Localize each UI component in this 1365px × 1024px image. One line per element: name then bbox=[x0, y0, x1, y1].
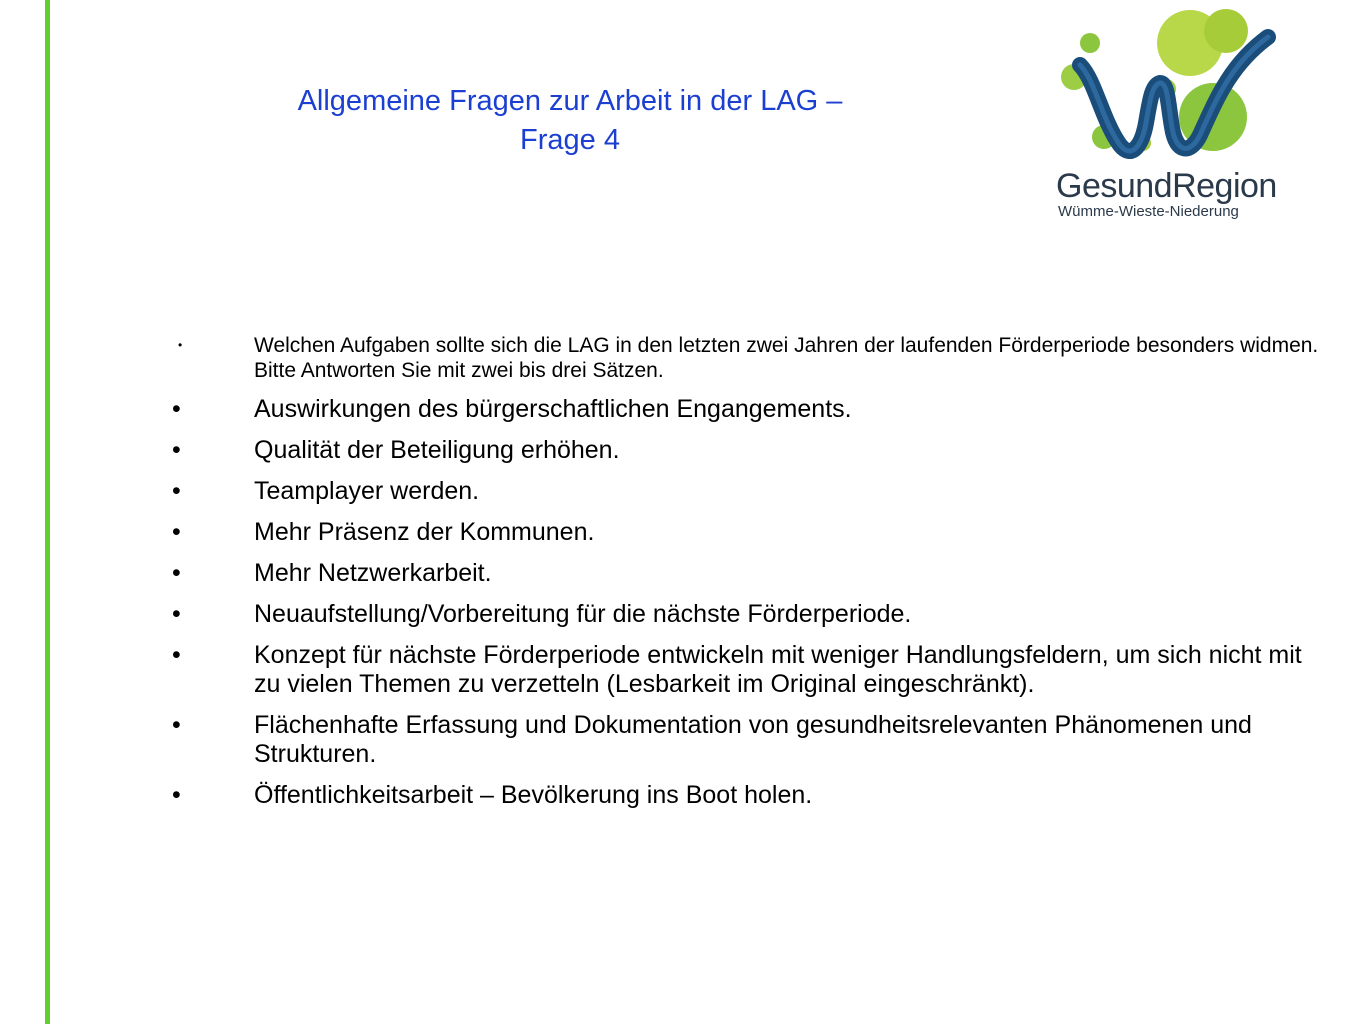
answer-text: Auswirkungen des bürgerschaftlichen Engangements. bbox=[254, 395, 852, 423]
list-item bbox=[170, 518, 1320, 547]
answer-text: Mehr Netzwerkarbeit. bbox=[254, 559, 492, 587]
answer-text: Mehr Präsenz der Kommunen. bbox=[254, 518, 595, 546]
bullet-icon: • bbox=[172, 436, 181, 464]
answer-text: Qualität der Beteiligung erhöhen. bbox=[254, 436, 620, 464]
answer-text: Teamplayer werden. bbox=[254, 477, 480, 505]
bullet-icon: • bbox=[178, 338, 183, 352]
bullet-icon: • bbox=[172, 600, 181, 628]
bullet-icon: • bbox=[172, 711, 181, 739]
list-item bbox=[170, 600, 1320, 629]
bullet-icon: • bbox=[172, 518, 181, 546]
bullet-icon: • bbox=[172, 477, 181, 505]
bullet-icon: • bbox=[172, 781, 181, 809]
logo-subtitle: Wümme-Wieste-Niederung bbox=[1058, 203, 1239, 220]
answer-text: Neuaufstellung/Vorbereitung für die nächste Förderperiode. bbox=[254, 600, 912, 628]
title-line-1: Allgemeine Fragen zur Arbeit in der LAG – bbox=[297, 85, 843, 117]
answer-text: Öffentlichkeitsarbeit – Bevölkerung ins Boot holen. bbox=[254, 781, 813, 809]
list-item bbox=[170, 436, 1320, 465]
bullet-icon: • bbox=[172, 559, 181, 587]
gesundregion-logo bbox=[1040, 5, 1280, 230]
title-line-2: Frage 4 bbox=[520, 124, 620, 156]
logo-name: GesundRegion bbox=[1056, 167, 1277, 205]
bullet-icon: • bbox=[172, 395, 181, 423]
answer-text: Flächenhafte Erfassung und Dokumentation von gesundheitsrelevanten Phänomenen und Strukturen. bbox=[254, 711, 1252, 768]
question-text: Welchen Aufgaben sollte sich die LAG in den letzten zwei Jahren der laufenden Förderperiode besonders widmen. Bitte Antworten Sie mit zwei bis drei Sätzen. bbox=[254, 334, 1319, 382]
list-item bbox=[170, 711, 1320, 769]
list-item bbox=[170, 641, 1320, 699]
slide-title bbox=[180, 82, 960, 160]
answer-text: Konzept für nächste Förderperiode entwickeln mit weniger Handlungsfeldern, um sich nicht mit zu vielen Themen zu verzetteln (Lesbarkeit im Original eingeschränkt). bbox=[254, 641, 1302, 698]
list-item bbox=[170, 559, 1320, 588]
list-item bbox=[170, 477, 1320, 506]
left-accent-bar bbox=[45, 0, 50, 1024]
bullet-icon: • bbox=[172, 641, 181, 669]
question-item bbox=[170, 333, 1320, 383]
list-item bbox=[170, 781, 1320, 810]
answer-list bbox=[170, 333, 1320, 822]
list-item bbox=[170, 395, 1320, 424]
w-swirl-logo-icon bbox=[1040, 5, 1280, 170]
